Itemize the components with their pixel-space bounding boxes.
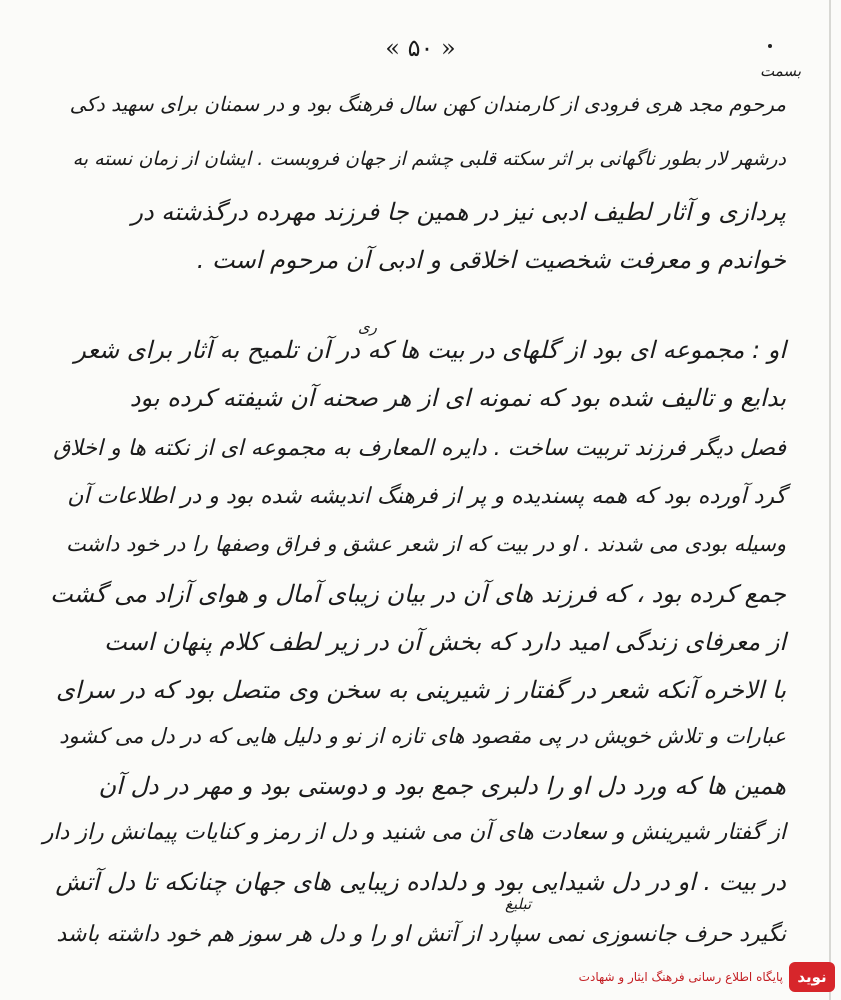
page-edge [829, 0, 831, 1000]
watermark-logo: نوید [789, 962, 835, 992]
text-line: جمع کرده بود ، که فرزند های آن در بیان زیبای آمال و هوای آزاد می گشت [50, 580, 786, 608]
text-line: همین ها که ورد دل او را دلبری جمع بود و دوستی بود و مهر در دل آن [98, 772, 786, 800]
text-line: او : مجموعه ای بود از گلهای در بیت ها که در آن تلمیح به آثار برای شعر [74, 336, 786, 364]
margin-note: ری [358, 318, 377, 336]
text-line: خواندم و معرفت شخصیت اخلاقی و ادبی آن مرحوم است . [196, 246, 786, 274]
text-line: از معرفای زندگی امید دارد که بخش آن در زیر لطف کلام پنهان است [104, 628, 786, 656]
text-line: نگیرد حرف جانسوزی نمی سپارد از آتش او را و دل هر سوز هم خود داشته باشد [56, 922, 786, 947]
text-line: با الاخره آنکه شعر در گفتار ز شیرینی به سخن وی متصل بود که در سرای [56, 676, 786, 704]
page-number: « ۵۰ » [385, 34, 456, 62]
text-line: درشهر لار بطور ناگهانی بر اثر سکته قلبی چشم از جهان فروبست . ایشان از زمان نسته به [72, 148, 786, 170]
interlinear-note: تبلیغ [505, 895, 532, 913]
text-line: از گفتار شیرینش و سعادت های آن می شنید و دل از رمز و کنایات پیمانش راز دار [42, 820, 786, 845]
header-margin-note: بسمت [760, 62, 801, 80]
text-line: وسیله بودی می شدند . او در بیت که از شعر عشق و فراق وصفها را در خود داشت [65, 532, 786, 556]
text-line: عبارات و تلاش خویش در پی مقصود های تازه از نو و دلیل هایی که در دل می کشود [59, 724, 786, 748]
watermark-caption: پایگاه اطلاع رسانی فرهنگ ایثار و شهادت [578, 970, 783, 984]
ink-speck [768, 44, 772, 48]
text-line: پردازی و آثار لطیف ادبی نیز در همین جا فرزند مهرده درگذشته در [131, 198, 786, 226]
text-line: در بیت . او در دل شیدایی بود و دلداده زیبایی های جهان چنانکه تا دل آتش [55, 868, 786, 896]
text-line: بدایع و تالیف شده بود که نمونه ای از هر صحنه آن شیفته کرده بود [129, 384, 786, 412]
text-line: گرد آورده بود که همه پسندیده و پر از فرهنگ اندیشه شده بود و در اطلاعات آن [67, 484, 786, 509]
text-line: فصل دیگر فرزند تربیت ساخت . دایره المعارف به مجموعه ای از نکته ها و اخلاق [53, 436, 786, 461]
text-line: مرحوم مجد هری فرودی از کارمندان کهن سال فرهنگ بود و در سمنان برای سهید دکی [69, 92, 786, 116]
watermark [579, 962, 835, 992]
